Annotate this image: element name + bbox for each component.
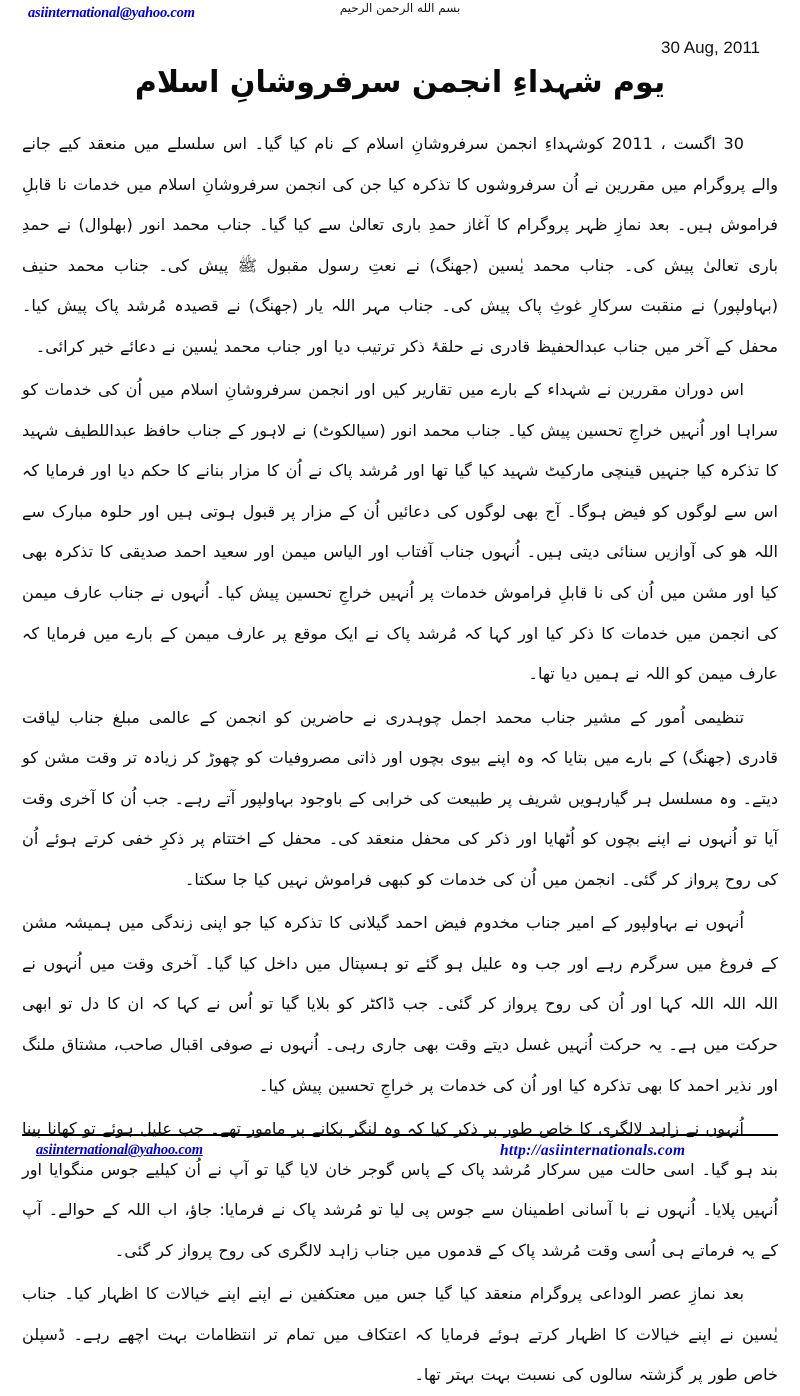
page-header (0, 0, 800, 120)
article-paragraph: اس دوران مقررین نے شہداء کے بارے میں تقاریر کیں اور انجمن سرفروشانِ اسلام میں اُن کی خدمات کو سراہا اور اُنہیں خراجِ تحسین پیش کیا۔ جناب محمد انور (سیالکوٹ) نے لاہور کے جناب حافظ عبداللطیف شہید کا تذکرہ کیا جنہیں قینچی مارکیٹ شہید کیا گیا تھا اور مُرشد پاک نے اُن کا مزار بنانے کا حکم دیا اور فرمایا کہ اس سے لوگوں کو فیض ہوگا۔ آج بھی لوگوں کی دعائیں اُن کے مزار پر قبول ہوتی ہیں اور حلوہ مبارک سے اللہ ھو کی آوازیں سنائی دیتی ہیں۔ اُنہوں جناب آفتاب اور الیاس میمن اور سعید احمد صدیقی کا تذکرہ بھی کیا اور مشن میں اُن کی نا قابلِ فراموش خدمات پر اُنہیں خراجِ تحسین پیش کیا۔ اُنہوں نے جناب عارف میمن کی انجمن میں خدمات کا ذکر کیا اور کہا کہ مُرشد پاک نے ایک موقع پر عارف میمن کے بارے میں فرمایا کہ عارف میمن کو اللہ نے ہمیں دیا تھا۔ (22, 380, 778, 684)
publication-date: 30 Aug, 2011 (661, 38, 760, 57)
article-paragraph: تنظیمی اُمور کے مشیر جناب محمد اجمل چوہدری نے حاضرین کو انجمن کے عالمی مبلغ جناب لیاقت قادری (جھنگ) کے بارے میں بتایا کہ وہ اپنے بیوی بچوں اور ذاتی مصروفیات کو چھوڑ کر زیادہ تر وقت مشن کو دیتے۔ وہ مسلسل ہر گیارہویں شریف پر طبیعت کی خرابی کے باوجود بہاولپور آتے رہے۔ جب اُن کا آخری وقت آیا تو اُنہوں نے اپنے بچوں کو اُٹھایا اور ذکر کی محفل منعقد کی۔ محفل کے اختتام پر ذکرِ خفی کرتے ہوئے اُن کی روح پرواز کر گئی۔ انجمن میں اُن کی خدمات کو کبھی فراموش نہیں کیا جا سکتا۔ (22, 707, 778, 889)
footer-website-url[interactable]: http://asiinternationals.com (500, 1142, 686, 1159)
article-paragraph: 30 اگست ، 2011 کوشہداءِ انجمن سرفروشانِ اسلام کے نام کیا گیا۔ اس سلسلے میں منعقد کیے جانے والے پروگرام میں مقررین نے اُن سرفروشوں کا تذکرہ کیا جن کی انجمن سرفروشانِ اسلام میں خدمات نا قابلِ فراموش ہیں۔ بعد نمازِ ظہر پروگرام کا آغاز حمدِ باری تعالیٰ سے کیا گیا۔ جناب محمد انور (بھلوال) نے حمدِ باری تعالیٰ پیش کی۔ جناب محمد یٰسین (جھنگ) نے نعتِ رسول مقبول ﷺ پیش کی۔ جناب محمد حنیف (بہاولپور) نے منقبت سرکارِ غوثِ پاک پیش کی۔ جناب مہر اللہ یار (جھنگ) نے قصیدہ مُرشد پاک پیش کیا۔ محفل کے آخر میں جناب عبدالحفیظ قادری نے حلقۂ ذکر ترتیب دیا اور جناب محمد یٰسین نے دعائے خیر کرائی۔ (22, 134, 778, 356)
article-paragraph: اُنہوں نے بہاولپور کے امیر جناب مخدوم فیض احمد گیلانی کا تذکرہ کیا جو اپنی زندگی میں ہمیشہ مشن کے فروغ میں سرگرم رہے اور جب وہ علیل ہو گئے تو ہسپتال میں داخل کیا گیا۔ آخری وقت میں اُنہوں نے اللہ اللہ اللہ کہا اور اُن کی روح پرواز کر گئی۔ جب ڈاکٹر کو بلایا گیا تو اُس نے کہا کہ ان کا دل تو ابھی حرکت میں ہے۔ یہ حرکت اُنہیں غسل دیتے وقت بھی جاری رہی۔ اُنہوں نے صوفی اقبال صاحب، مشتاق ملنگ اور نذیر احمد کا بھی تذکرہ کیا اور اُن کی خدمات پر خراجِ تحسین پیش کیا۔ (22, 913, 778, 1095)
footer-links-row (22, 1142, 778, 1166)
header-email-address[interactable]: asiinternational@yahoo.com (28, 5, 195, 21)
footer-divider (22, 1134, 778, 1136)
page-footer (22, 1134, 778, 1182)
page-title: یوم شہداءِ انجمن سرفروشانِ اسلام (134, 65, 666, 101)
article-paragraph: بعد نمازِ عصر الوداعی پروگرام منعقد کیا گیا جس میں معتکفین نے اپنے اپنے خیالات کا اظہار کیا۔ جناب یٰسین نے اپنے خیالات کا اظہار کرتے ہوئے فرمایا کہ اعتکاف میں تمام تر انتظامات بہت اچھے رہے۔ ڈسپلن خاص طور پر گزشتہ سالوں کی نسبت بہت بہتر تھا۔ (22, 1284, 778, 1385)
footer-email-address[interactable]: asiinternational@yahoo.com (36, 1142, 203, 1158)
bismillah-text: بسم الله الرحمن الرحيم (339, 1, 461, 15)
article-paragraph: اُنہوں نے زاہد لالگری کا خاص طور پر ذکر کیا کہ وہ لنگر پکانے پر مامور تھے۔ جب علیل ہوئے تو کھانا پینا بند ہو گیا۔ اسی حالت میں سرکار مُرشد پاک کے پاس گوجر خان لایا گیا تو آپ نے اُن کیلیے جوس منگوایا اور اُنہیں پلایا۔ اُنہوں نے با آسانی اطمینان سے جوس پی لیا تو مُرشد پاک نے فرمایا: جاؤ، اب اللہ کے حوالے۔ آپ کے یہ فرماتے ہی اُسی وقت مُرشد پاک کے قدموں میں جناب زاہد لالگری کی روح پرواز کر گئی۔ (22, 1119, 778, 1260)
